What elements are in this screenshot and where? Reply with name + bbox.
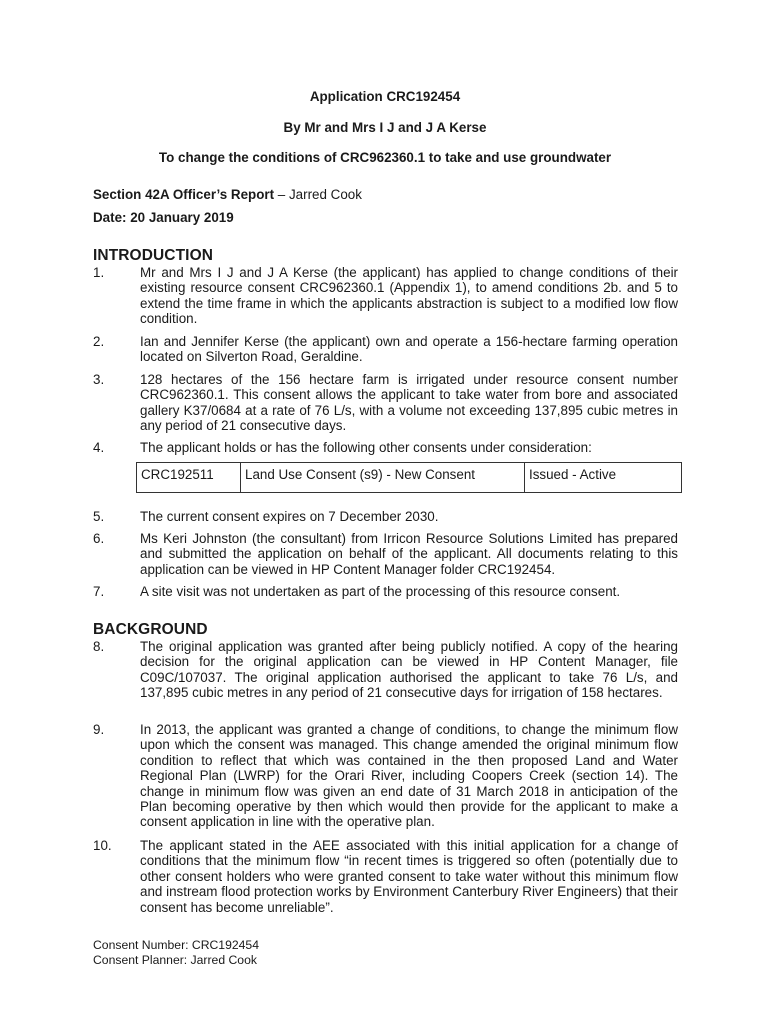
application-title: Application CRC192454: [309, 89, 461, 104]
purpose-line: To change the conditions of CRC962360.1 to take and use groundwater: [158, 150, 612, 165]
paragraph-text: The applicant holds or has the following other consents under consideration:: [140, 440, 592, 455]
paragraph-3: [93, 372, 678, 434]
applicant-line: By Mr and Mrs I J and J A Kerse: [283, 120, 487, 135]
paragraph-9: [93, 722, 678, 830]
paragraph-number: 7.: [93, 584, 105, 599]
paragraph-number: 3.: [93, 372, 105, 387]
background-heading: BACKGROUND: [93, 621, 208, 638]
table-row: [137, 463, 682, 493]
consent-type-cell: Land Use Consent (s9) - New Consent: [241, 463, 525, 493]
consent-status-cell: Issued - Active: [525, 463, 682, 493]
paragraph-number: 5.: [93, 509, 105, 524]
paragraph-text: 128 hectares of the 156 hectare farm is irrigated under resource consent number CRC962360.1. This consent allows the applicant to take water from bore and associated gallery K37/0684 at a rate of 76 L/s, with a volume not exceeding 137,895 cubic metres in any period of 21 consecutive days.: [140, 372, 678, 434]
paragraph-text: A site visit was not undertaken as part of the processing of this resource consent.: [140, 584, 621, 599]
paragraph-2: [93, 334, 678, 365]
report-info: [93, 187, 362, 202]
footer-consent-number: Consent Number: CRC192454: [93, 938, 259, 952]
consent-number-cell: CRC192511: [137, 463, 241, 493]
report-date: Date: 20 January 2019: [93, 210, 234, 225]
paragraph-text: The applicant stated in the AEE associated with this initial application for a change of conditions that the minimum flow “in recent times is triggered so often (potentially due to other consent holders who were granted consent to take water without this minimum flow and instream flood protection works by Environment Canterbury River Engineers) that their consent has become unreliable”.: [140, 838, 678, 915]
paragraph-text: The current consent expires on 7 December 2030.: [140, 509, 439, 524]
paragraph-10: [93, 838, 678, 915]
paragraph-4: [93, 440, 678, 455]
page-footer: [93, 938, 259, 968]
paragraph-text: Ian and Jennifer Kerse (the applicant) own and operate a 156-hectare farming operation located on Silverton Road, Geraldine.: [140, 334, 678, 365]
paragraph-number: 8.: [93, 639, 105, 654]
paragraph-8: [93, 639, 678, 701]
paragraph-7: [93, 584, 678, 599]
paragraph-text: Mr and Mrs I J and J A Kerse (the applicant) has applied to change conditions of their existing resource consent CRC962360.1 (Appendix 1), to amend conditions 2b. and 5 to extend the time frame in which the applicants abstraction is subject to a modified low flow condition.: [140, 265, 678, 327]
introduction-heading: INTRODUCTION: [93, 247, 214, 264]
consents-table: [136, 462, 682, 493]
paragraph-text: The original application was granted after being publicly notified. A copy of the hearing decision for the original application can be viewed in HP Content Manager, file C09C/107037. The original application authorised the applicant to take 76 L/s, and 137,895 cubic metres in any period of 21 consecutive days for irrigation of 158 hectares.: [140, 639, 678, 701]
report-author: Jarred Cook: [288, 187, 362, 202]
paragraph-number: 10.: [93, 838, 112, 853]
paragraph-number: 2.: [93, 334, 105, 349]
paragraph-number: 9.: [93, 722, 105, 737]
paragraph-text: In 2013, the applicant was granted a change of conditions, to change the minimum flow upon which the consent was managed. This change amended the original minimum flow condition to reflect that which was contained in the then proposed Land and Water Regional Plan (LWRP) for the Orari River, including Coopers Creek (section 14). The change in minimum flow was given an end date of 31 March 2018 in anticipation of the Plan becoming operative by then which would then provide for the applicant to make a consent application in line with the operative plan.: [140, 722, 678, 830]
paragraph-6: [93, 531, 678, 577]
paragraph-5: [93, 509, 678, 524]
paragraph-1: [93, 265, 678, 327]
report-separator: –: [274, 187, 289, 202]
paragraph-number: 1.: [93, 265, 105, 280]
paragraph-number: 4.: [93, 440, 105, 455]
report-label: Section 42A Officer’s Report: [93, 187, 275, 202]
paragraph-text: Ms Keri Johnston (the consultant) from Irricon Resource Solutions Limited has prepared and submitted the application on behalf of the applicant. All documents relating to this application can be viewed in HP Content Manager folder CRC192454.: [140, 531, 678, 577]
paragraph-number: 6.: [93, 531, 105, 546]
footer-consent-planner: Consent Planner: Jarred Cook: [93, 953, 257, 967]
